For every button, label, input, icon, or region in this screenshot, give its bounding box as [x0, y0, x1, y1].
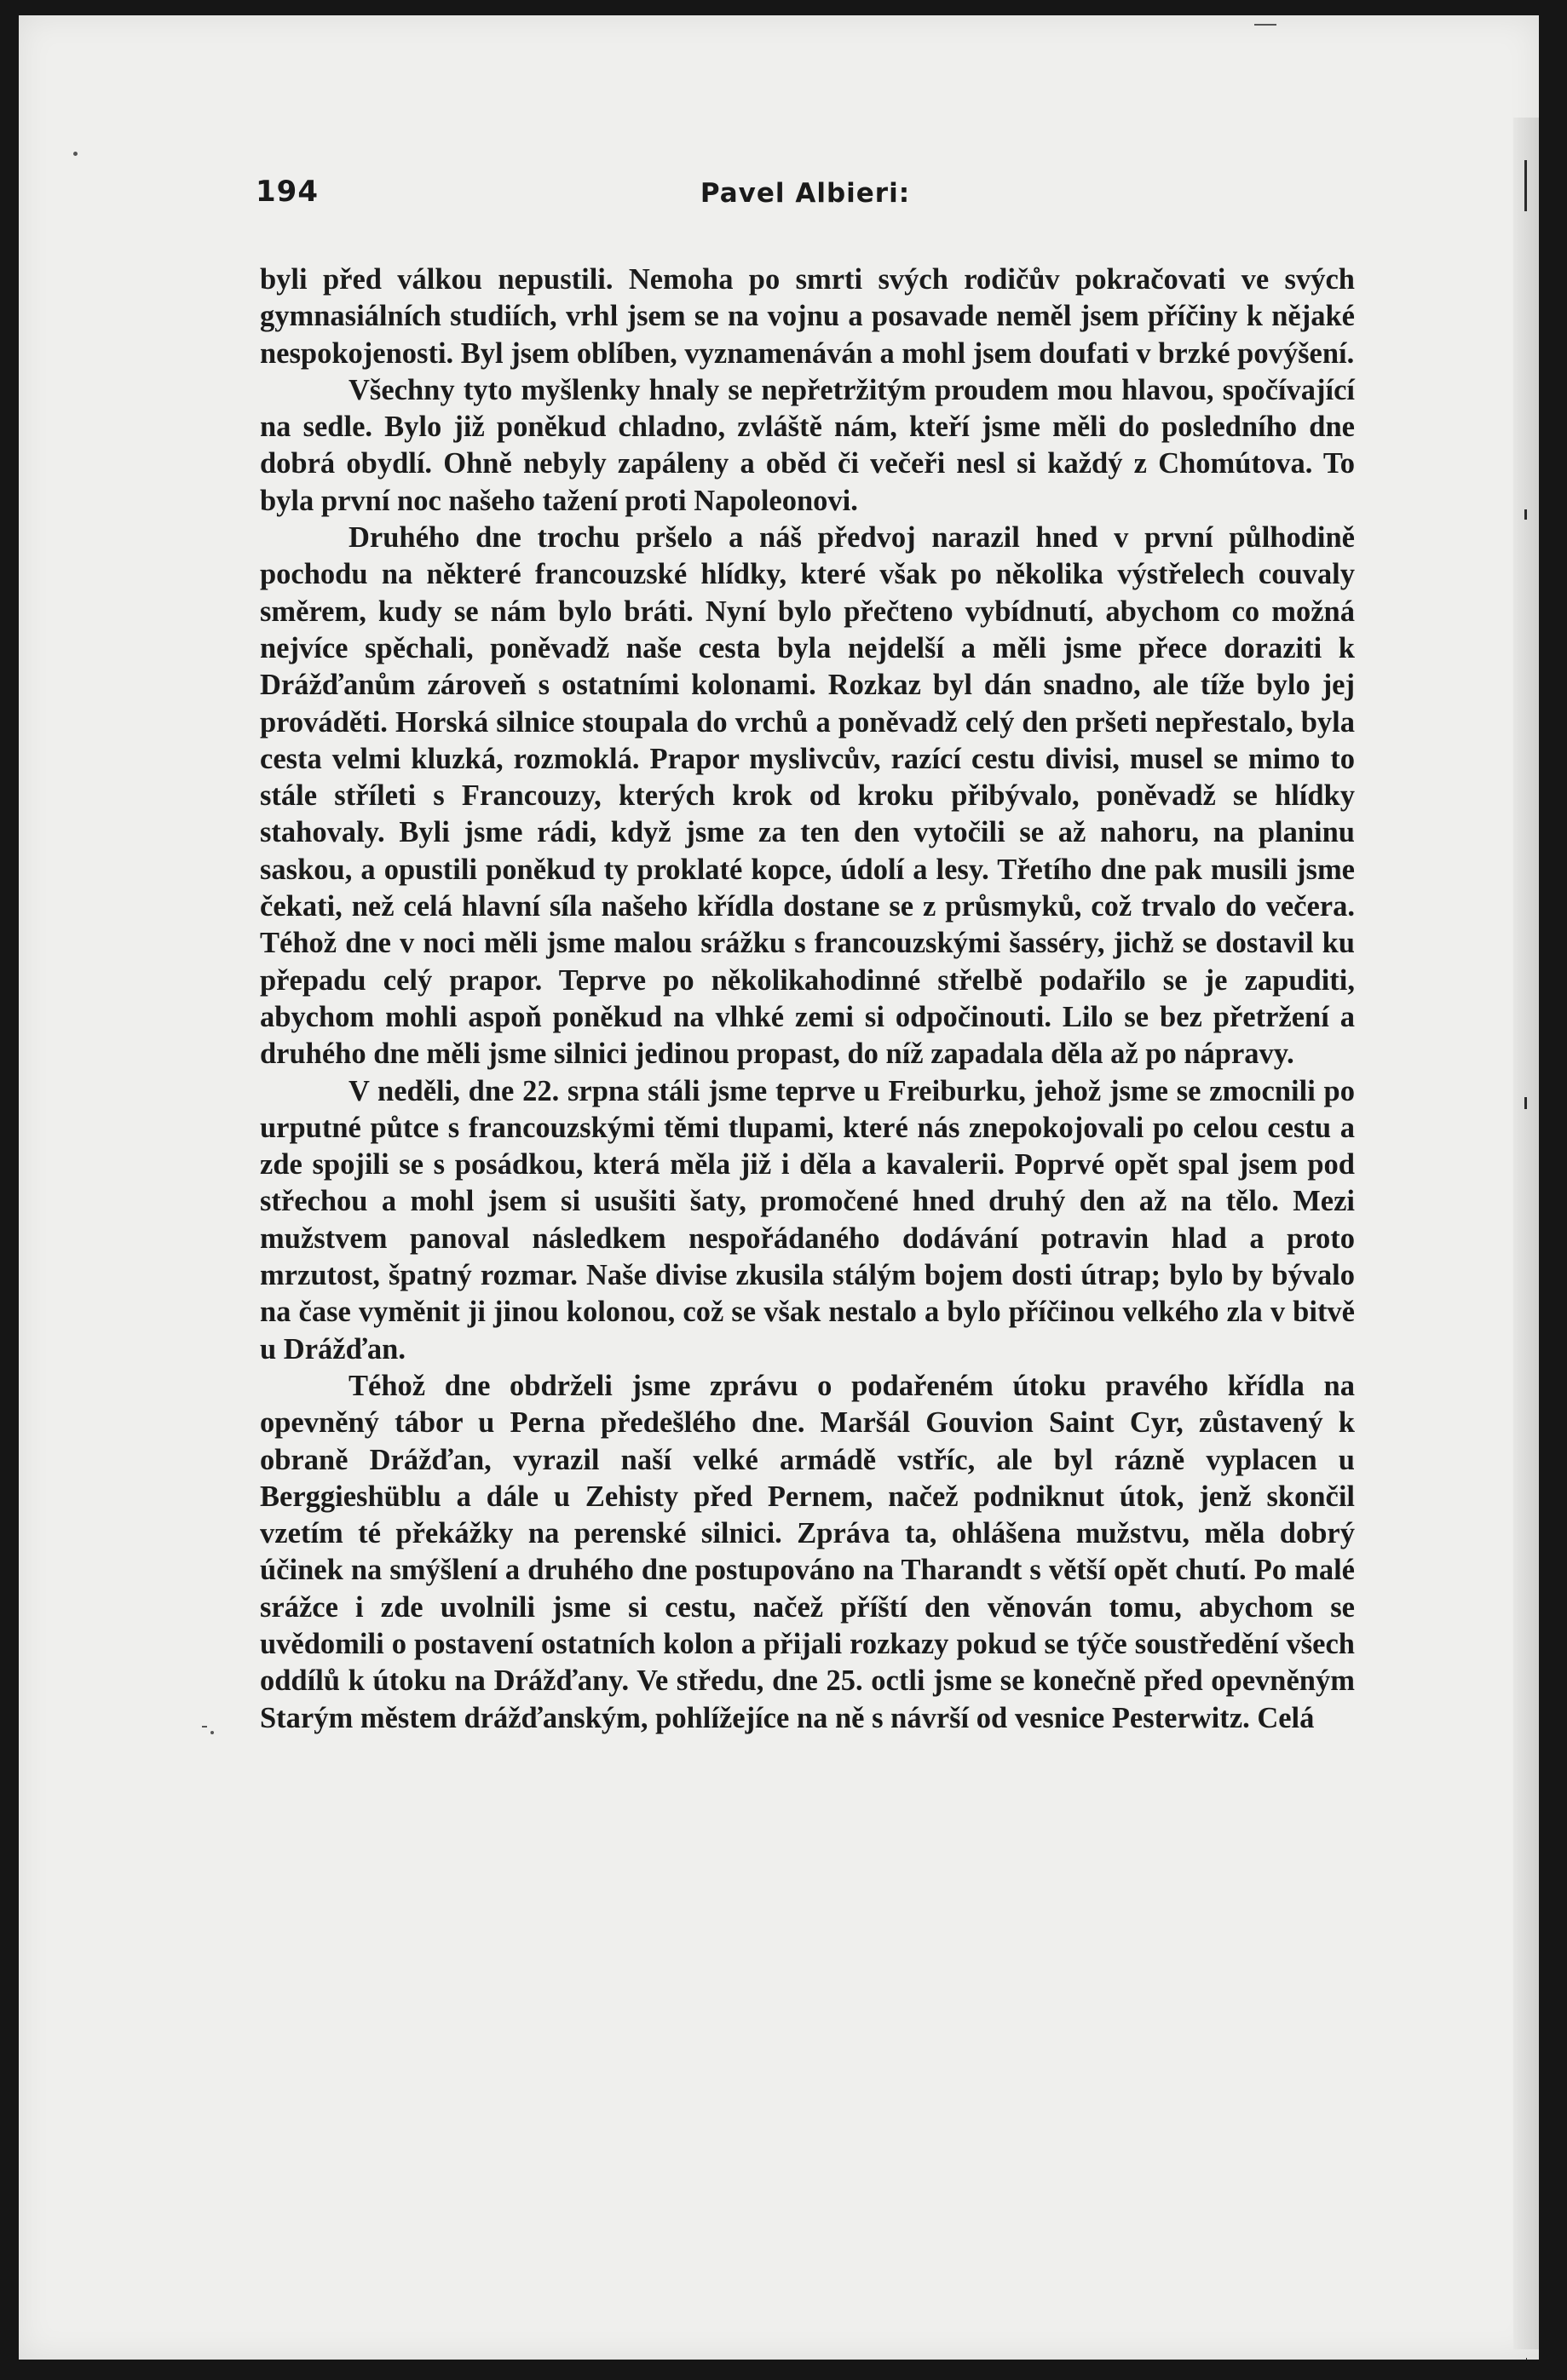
scan-speck: [210, 1731, 214, 1734]
page-number: 194: [256, 175, 319, 209]
paragraph: byli před válkou nepustili. Nemoha po smrti svých rodičův pokračovati ve svých gymnasiálních studiích, vrhl jsem se na vojnu a posavade neměl jsem příčiny k nějaké nespokojenosti. Byl jsem oblíben, vyznamenáván a mohl jsem doufati v brzké povýšení.: [260, 263, 1355, 370]
body-text: [260, 262, 1355, 1737]
page-header: [256, 175, 1355, 217]
scan-speck: [202, 1726, 207, 1728]
edge-mark: [1524, 509, 1527, 520]
page-edge: [1513, 118, 1539, 2349]
paragraph: V neděli, dne 22. srpna stáli jsme teprve u Freiburku, jehož jsme se zmocnili po urputné půtce s francouzskými těmi tlupami, které nás znepokojovali po celou cestu a zde spojili se s posádkou, která měla již i děla a kavalerii. Poprvé opět spal jsem pod střechou a mohl jsem si usušiti šaty, promočené hned druhý den až na tělo. Mezi mužstvem panoval následkem nespořádaného dodávání potravin hlad a proto mrzutost, špatný rozmar. Naše divise zkusila stálým bojem dosti útrap; bylo by bývalo na čase vyměnit ji jinou kolonou, což se však nestalo a bylo příčinou velkého zla v bitvě u Drážďan.: [260, 1074, 1355, 1365]
edge-mark: [1524, 160, 1527, 211]
edge-mark: [1526, 2358, 1527, 2360]
running-head: Pavel Albieri:: [700, 178, 911, 209]
scan-speck: [1254, 24, 1276, 26]
paragraph: Druhého dne trochu pršelo a náš předvoj narazil hned v první půlhodině pochodu na některé francouzské hlídky, které však po několika výstřelech couvaly směrem, kudy se nám bylo bráti. Nyní bylo přečteno vybídnutí, abychom co možná nejvíce spěchali, poněvadž naše cesta byla nejdelší a měli jsme přece doraziti k Drážďanům zároveň s ostatními kolonami. Rozkaz byl dán snadno, ale tíže bylo jej prováděti. Horská silnice stoupala do vrchů a poněvadž celý den pršeti nepřestalo, byla cesta velmi kluzká, rozmoklá. Prapor myslivcův, razící cestu divisi, musel se mimo to stále stříleti s Francouzy, kterých krok od kroku přibývalo, poněvadž se hlídky stahovaly. Byli jsme rádi, když jsme za ten den vytočili se až nahoru, na planinu saskou, a opustili poněkud ty proklaté kopce, údolí a lesy. Třetího dne pak musili jsme čekati, než celá hlavní síla našeho křídla dostane se z průsmyků, což trvalo do večera. Téhož dne v noci měli jsme malou srážku s francouzskými šasséry, jichž se dostavil ku přepadu celý prapor. Teprve po několikahodinné střelbě podařilo se je zapuditi, abychom mohli aspoň poněkud na vlhké zemi si odpočinouti. Lilo se bez přetržení a druhého dne měli jsme silnici jedinou propast, do níž zapadala děla až po nápravy.: [260, 521, 1355, 1071]
edge-mark: [1524, 1097, 1527, 1109]
paragraph: Téhož dne obdrželi jsme zprávu o podařeném útoku pravého křídla na opevněný tábor u Perna předešlého dne. Maršál Gouvion Saint Cyr, zůstavený k obraně Drážďan, vyrazil naší velké armádě vstříc, ale byl rázně vyplacen u Berggieshüblu a dále u Zehisty před Pernem, načež podniknut útok, jenž skončil vzetím té překážky na perenské silnici. Zpráva ta, ohlášena mužstvu, měla dobrý účinek na smýšlení a druhého dne postupováno na Tharandt s větší opět chutí. Po malé srážce i zde uvolnili jsme si cestu, načež příští den věnován tomu, abychom se uvědomili o postavení ostatních kolon a přijali rozkazy pokud se týče soustředění všech oddílů k útoku na Drážďany. Ve středu, dne 25. octli jsme se konečně před opevněným Starým městem drážďanským, pohlížejíce na ně s návrší od vesnice Pesterwitz. Celá: [260, 1369, 1355, 1734]
scan-speck: [73, 152, 78, 156]
paragraph: Všechny tyto myšlenky hnaly se nepřetržitým proudem mou hlavou, spočívající na sedle. Bylo již poněkud chladno, zvláště nám, kteří jsme měli do posledního dne dobrá obydlí. Ohně nebyly zapáleny a oběd či večeři nesl si každý z Chomútova. To byla první noc našeho tažení proti Napoleonovi.: [260, 373, 1355, 517]
